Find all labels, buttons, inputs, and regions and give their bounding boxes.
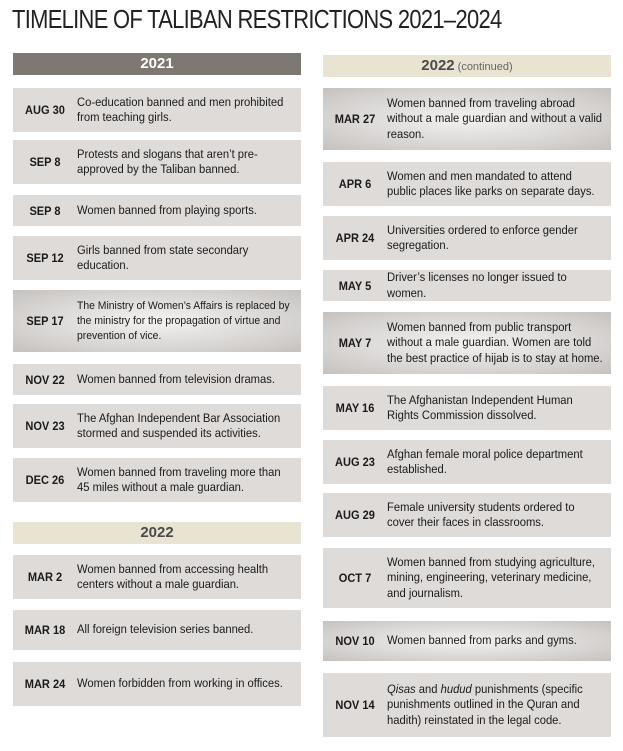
year-header-2021: 2021 <box>13 53 301 75</box>
year-header-2022: 2022 <box>13 522 301 544</box>
entry-text: Women banned from television dramas. <box>77 371 275 386</box>
entry-text-rest: punishments (specific punishments outlined in the Quran and hadith) reinstated in the legal code. <box>387 681 583 727</box>
entry-date: MAY 5 <box>338 278 372 293</box>
year-header-subtitle: (continued) <box>457 61 513 73</box>
entry-text: Women banned from playing sports. <box>77 202 257 217</box>
entry-text: The Afghan Independent Bar Association stormed and suspended its activities. <box>77 410 281 440</box>
timeline-entry <box>13 140 301 184</box>
entry-date: AUG 30 <box>25 103 65 117</box>
entry-date: MAR 24 <box>24 677 66 691</box>
entry-date: MAR 2 <box>27 570 63 584</box>
entry-text: Women forbidden from working in offices. <box>77 676 283 691</box>
entry-date: MAR 27 <box>334 112 376 126</box>
timeline-entry <box>13 555 301 599</box>
entry-date: NOV 22 <box>25 372 65 387</box>
entry-text: Women banned from studying agriculture, mining, engineering, veterinary medicine, and journalism. <box>387 554 595 600</box>
entry-date: AUG 23 <box>335 455 375 469</box>
timeline-entry <box>323 673 611 737</box>
entry-date: APR 6 <box>338 177 372 191</box>
entry-date: MAR 18 <box>24 623 66 637</box>
entry-date: DEC 26 <box>25 473 65 487</box>
entry-date: SEP 8 <box>29 203 61 218</box>
entry-text: Co-education banned and men prohibited from teaching girls. <box>77 94 284 124</box>
entry-date: AUG 29 <box>335 508 375 522</box>
entry-text: Women banned from parks and gyms. <box>387 633 577 648</box>
entry-text: The Ministry of Women’s Affairs is replaced by the ministry for the propagation of virtue and prevention of vice. <box>77 299 290 342</box>
entry-date: NOV 10 <box>335 634 375 648</box>
timeline-entry <box>323 162 611 206</box>
entry-text-joiner: and <box>415 681 441 696</box>
entry-text: Girls banned from state secondary education. <box>77 242 249 272</box>
entry-text: Protests and slogans that aren’t pre-approved by the Taliban banned. <box>77 146 258 176</box>
timeline-entry <box>323 386 611 430</box>
entry-date: NOV 14 <box>335 698 375 712</box>
timeline-entry <box>323 312 611 374</box>
entry-text: Women banned from public transport without a male guardian. Women are told the best practice of hijab is to stay at home. <box>387 319 603 365</box>
timeline-entry <box>13 364 301 395</box>
entry-date: SEP 8 <box>29 155 61 169</box>
entry-date: APR 24 <box>335 231 375 245</box>
entry-text: Female university students ordered to cover their faces in classrooms. <box>387 499 575 529</box>
entry-text: Women banned from traveling more than 45 miles without a male guardian. <box>77 464 281 494</box>
entry-text: The Afghanistan Independent Human Rights Commission dissolved. <box>387 392 573 422</box>
timeline-entry <box>323 493 611 537</box>
entry-text: Universities ordered to enforce gender segregation. <box>387 222 578 252</box>
page-title: TIMELINE OF TALIBAN RESTRICTIONS 2021–2024 <box>12 6 502 34</box>
entry-date: MAY 16 <box>335 401 375 415</box>
entry-date: NOV 23 <box>25 419 65 433</box>
timeline-entry <box>13 458 301 502</box>
entry-date: MAY 7 <box>338 336 372 350</box>
timeline-entry <box>13 610 301 650</box>
entry-date: SEP 17 <box>26 314 64 328</box>
timeline-entry <box>13 404 301 448</box>
timeline-entry <box>13 236 301 280</box>
entry-text: Women banned from accessing health centers without a male guardian. <box>77 561 269 591</box>
entry-text: Afghan female moral police department established. <box>387 446 583 476</box>
entry-date: SEP 12 <box>26 251 64 265</box>
timeline-entry <box>323 621 611 661</box>
entry-text: Women and men mandated to attend public places like parks on separate days. <box>387 168 595 198</box>
timeline-entry <box>323 440 611 484</box>
year-header-2022-continued <box>323 55 611 77</box>
timeline-entry <box>323 88 611 150</box>
entry-text-italic-hudud: hudud <box>440 681 472 696</box>
entry-text: Women banned from traveling abroad without a male guardian and without a valid reason. <box>387 95 603 141</box>
timeline-entry <box>13 290 301 352</box>
entry-text: Driver’s licenses no longer issued to women. <box>387 270 567 300</box>
entry-text <box>387 682 610 729</box>
timeline-entry <box>323 548 611 608</box>
timeline-entry <box>323 216 611 260</box>
timeline-entry <box>13 195 301 226</box>
timeline-entry <box>13 88 301 132</box>
timeline-entry <box>13 662 301 706</box>
entry-text-italic-qisas: Qisas <box>387 681 416 696</box>
timeline-entry <box>323 270 611 301</box>
year-header-label: 2022 <box>421 57 455 74</box>
entry-text: All foreign television series banned. <box>77 622 254 637</box>
entry-date: OCT 7 <box>338 571 372 585</box>
